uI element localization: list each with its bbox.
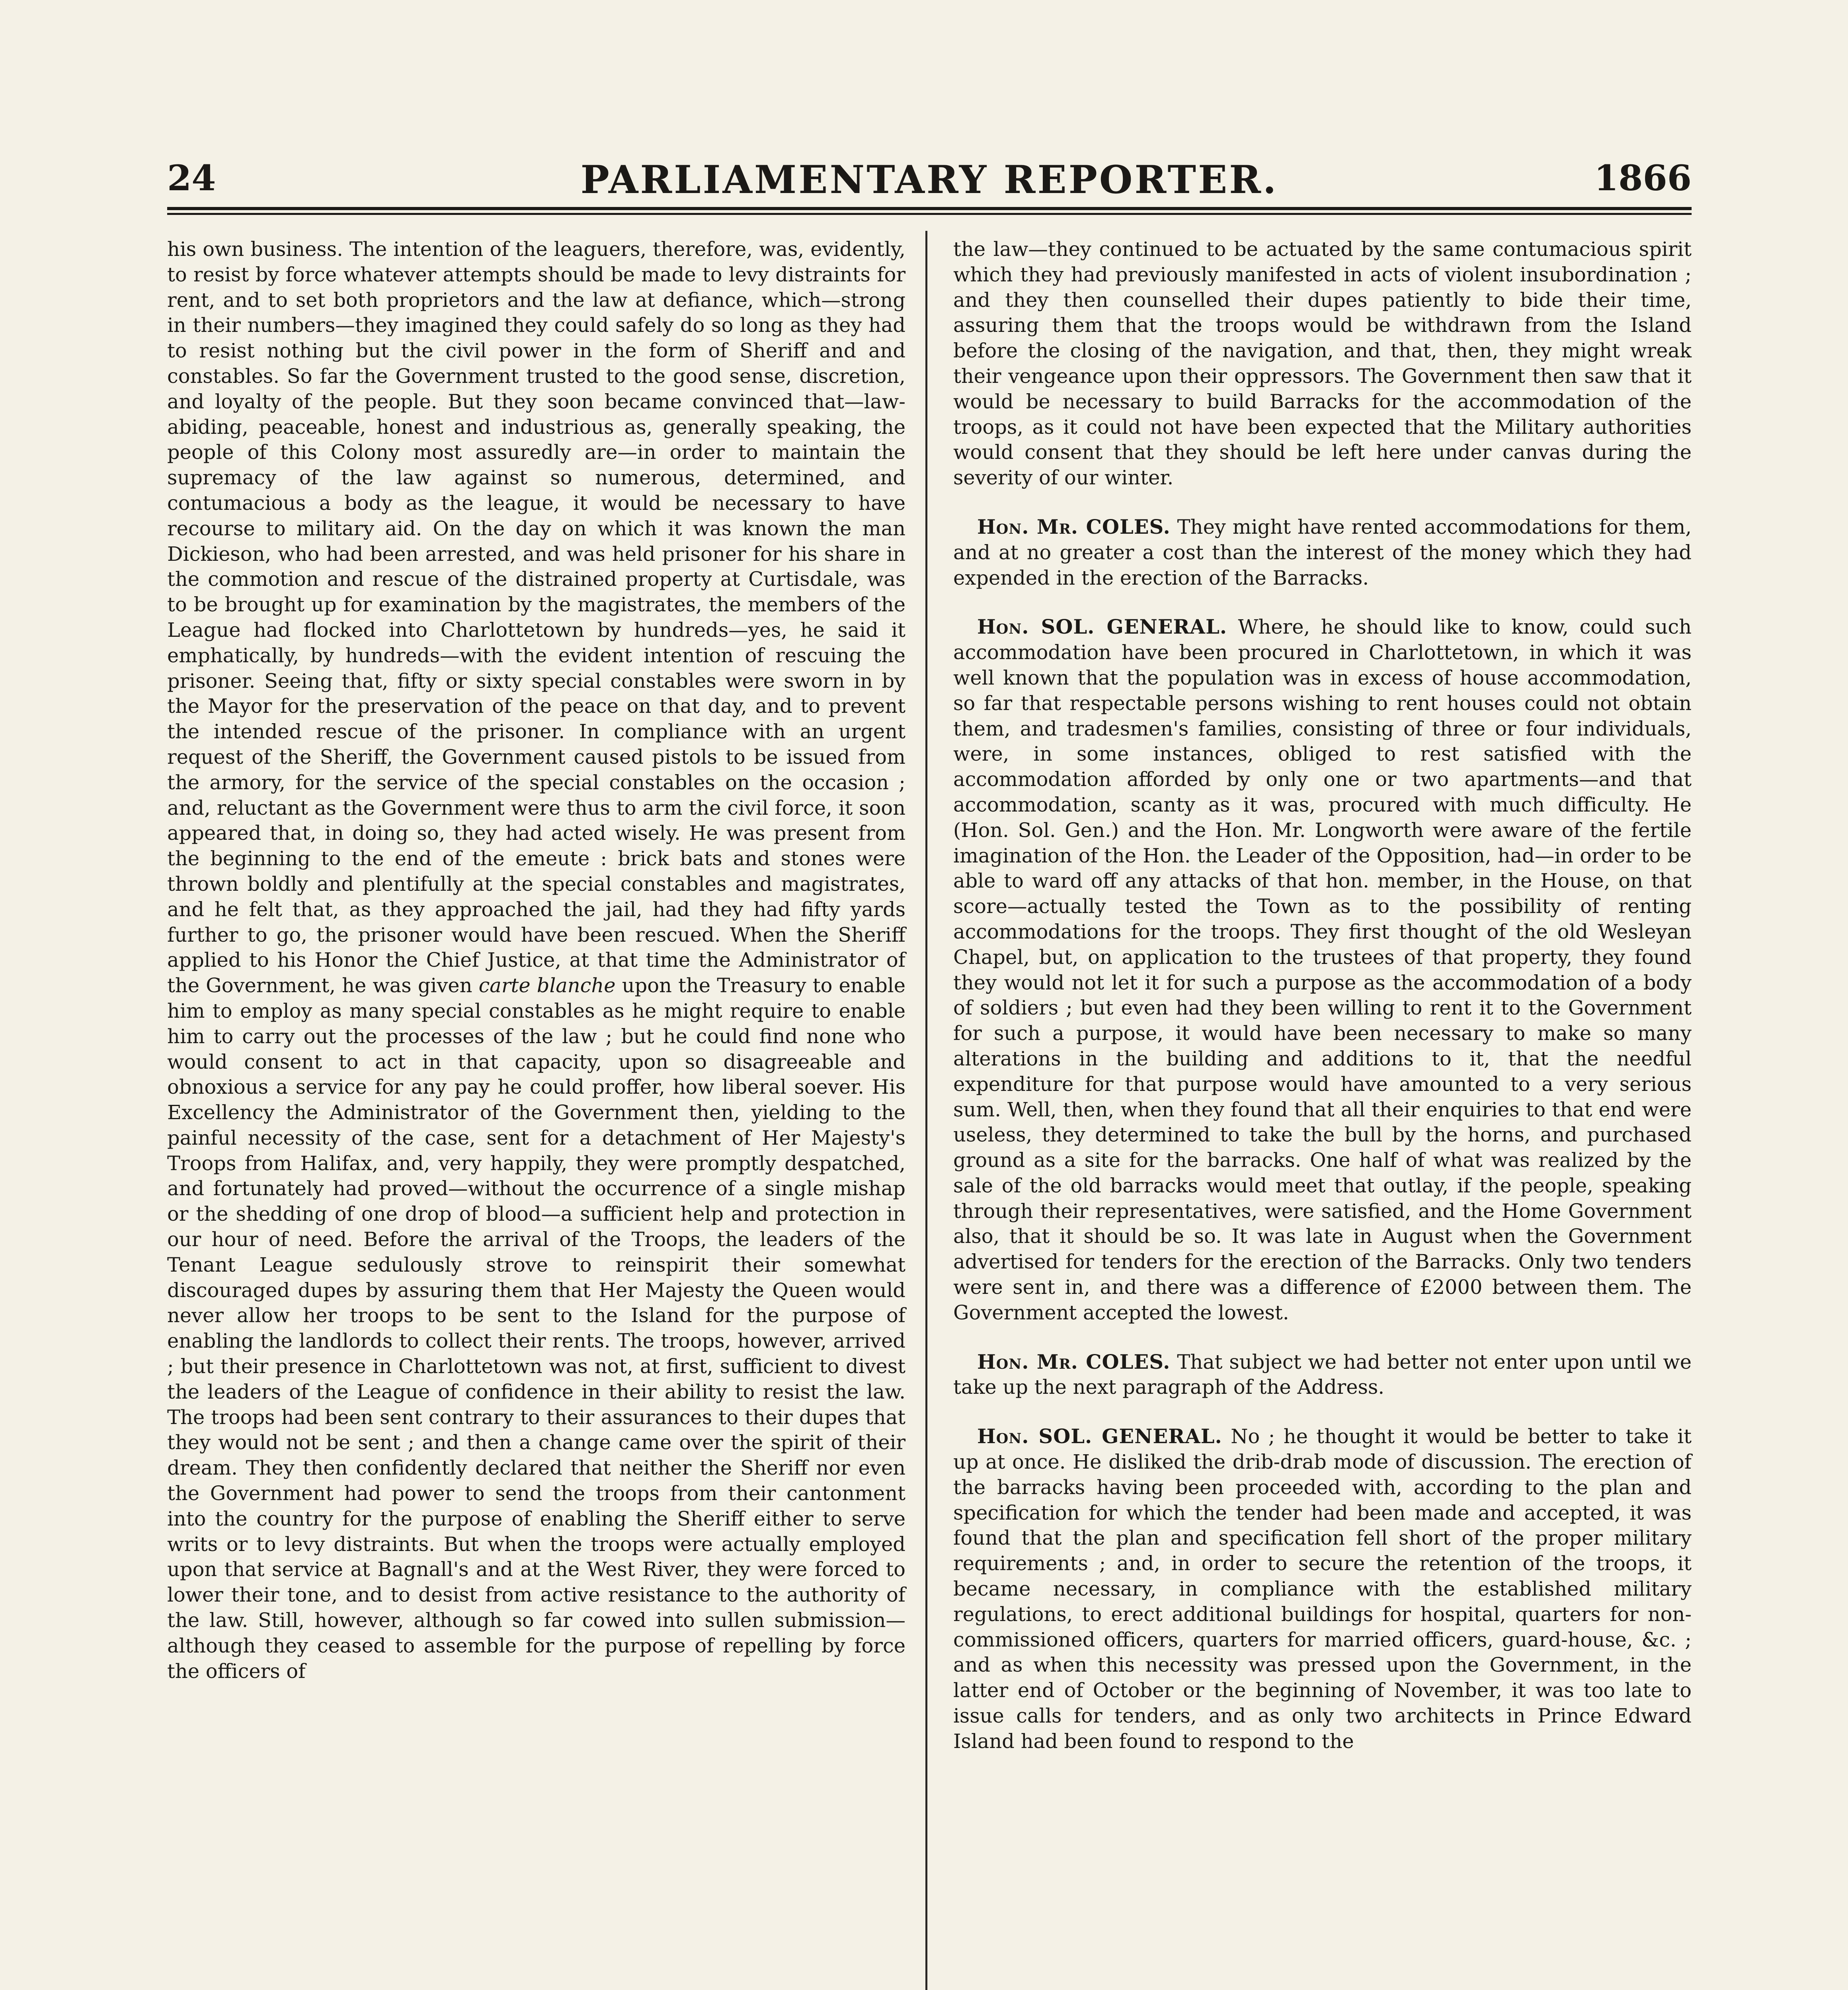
publication-year: 1866	[1594, 157, 1692, 199]
speaker-name: Hon. SOL. GENERAL.	[977, 1425, 1222, 1448]
speaker-name: Hon. Mr. COLES.	[977, 515, 1171, 538]
publication-title: PARLIAMENTARY REPORTER.	[580, 157, 1278, 202]
column-divider	[925, 231, 927, 1990]
speaker-name: Hon. Mr. COLES.	[977, 1350, 1171, 1373]
speech-text: They might have rented accommodations for them, and at no greater a cost than the interest of the money which they had expended in the erection of the Barracks.	[953, 515, 1692, 589]
left-paragraph-text-b: upon the Treasury to enable him to employ as many special constables as he might require to enable him to carry out the processes of the law ; but he could find none who would consent to act in that capacity, upon so disagreeable and obnoxious a service for any pay he could proffer, how liberal soever. His Excellency the Administrator of the Government then, yielding to the painful necessity of the case, sent for a detachment of Her Majesty's Troops from Halifax, and, very happily, they were promptly despatched, and fortunately had proved—without the occurrence of a single mishap or the shedding of one drop of blood—a sufficient help and protection in our hour of need. Before the arrival of the Troops, the leaders of the Tenant League sedulously strove to reinspirit their somewhat discouraged dupes by assuring them that Her Majesty the Queen would never allow her troops to be sent to the Island for the purpose of enabling the landlords to collect their rents. The troops, however, arrived ; but their presence in Charlottetown was not, at first, sufficient to divest the leaders of the League of confidence in their ability to resist the law. The troops had been sent contrary to their assurances to their dupes that they would not be sent ; and then a change came over the spirit of their dream. They then confidently declared that neither the Sheriff nor even the Government had power to send the troops from their cantonment into the country for the purpose of enabling the Sheriff either to serve writs or to levy distraints. But when the troops were actually employed upon that service at Bagnall's and at the West River, they were forced to lower their tone, and to desist from active resistance to the authority of the law. Still, however, although so far cowed into sullen submission—although they ceased to assemble for the purpose of repelling by force the officers of	[167, 974, 905, 1683]
right-column	[953, 237, 1692, 1754]
right-paragraph-continuation: the law—they continued to be actuated by the same contumacious spirit which they had previously manifested in acts of violent insubordination ; and they then counselled their dupes patiently to bide their time, assuring them that the troops would be withdrawn from the Island before the closing of the navigation, and that, then, they might wreak their vengeance upon their oppressors. The Government then saw that it would be necessary to build Barracks for the accommodation of the troops, as it could not have been expected that the Military authorities would consent that they should be left here under canvas during the severity of our winter.	[953, 238, 1692, 490]
left-column	[167, 237, 905, 1684]
left-paragraph	[167, 237, 905, 1684]
speech-coles-2	[953, 1350, 1692, 1401]
page-number: 24	[167, 157, 216, 199]
speaker-name: Hon. SOL. GENERAL.	[977, 615, 1227, 639]
header-rule	[167, 207, 1692, 215]
speech-text: Where, he should like to know, could such accommodation have been procured in Charlottetown, in which it was well known that the population was in excess of house accommodation, so far that respectable persons wishing to rent houses could not obtain them, and tradesmen's families, consisting of three or four individuals, were, in some instances, obliged to rest satisfied with the accommodation afforded by only one or two apartments—and that accommodation, scanty as it was, procured with much difficulty. He (Hon. Sol. Gen.) and the Hon. Mr. Longworth were aware of the fertile imagination of the Hon. the Leader of the Opposition, had—in order to be able to ward off any attacks of that hon. member, in the House, on that score—actually tested the Town as to the possibility of renting accommodations for the troops. They first thought of the old Wesleyan Chapel, but, on application to the trustees of that property, they found they would not let it for such a purpose as the accommodation of a body of soldiers ; but even had they been willing to rent it to the Government for such a purpose, it would have been necessary to make so many alterations in the building and additions to it, that the needful expenditure for that purpose would have amounted to a very serious sum. Well, then, when they found that all their enquiries to that end were useless, they determined to take the bull by the horns, and purchased ground as a site for the barracks. One half of what was realized by the sale of the old barracks would meet that outlay, if the people, speaking through their representatives, were satisfied, and the Home Government also, that it should be so. It was late in August when the Government advertised for tenders for the erection of the Barracks. Only two tenders were sent in, and there was a difference of £2000 between them. The Government accepted the lowest.	[953, 615, 1692, 1324]
left-paragraph-emphasis: carte blanche	[478, 974, 616, 997]
speech-text: No ; he thought it would be better to take it up at once. He disliked the drib-drab mode of discussion. The erection of the barracks having been proceeded with, according to the plan and specification for which the tender had been made and accepted, it was found that the plan and specification fell short of the proper military requirements ; and, in order to secure the retention of the troops, it became necessary, in compliance with the established military regulations, to erect additional buildings for hospital, quarters for non-commissioned officers, quarters for married officers, guard-house, &c. ; and as when this necessity was pressed upon the Government, in the latter end of October or the beginning of November, it was too late to issue calls for tenders, and as only two architects in Prince Edward Island had been found to respond to the	[953, 1425, 1692, 1753]
speech-coles-1	[953, 515, 1692, 591]
speech-text: That subject we had better not enter upon until we take up the next paragraph of the Address.	[953, 1350, 1692, 1399]
page-header	[167, 157, 1692, 209]
left-paragraph-text-a: his own business. The intention of the leaguers, therefore, was, evidently, to resist by force whatever attempts should be made to levy distraints for rent, and to set both proprietors and the law at defiance, which—strong in their numbers—they imagined they could safely do so long as they had to resist nothing but the civil power in the form of Sheriff and and constables. So far the Government trusted to the good sense, discretion, and loyalty of the people. But they soon became convinced that—law-abiding, peaceable, honest and industrious as, generally speaking, the people of this Colony most assuredly are—in order to maintain the supremacy of the law against so numerous, determined, and contumacious a body as the league, it would be necessary to have recourse to military aid. On the day on which it was known the man Dickieson, who had been arrested, and was held prisoner for his share in the commotion and rescue of the distrained property at Curtisdale, was to be brought up for examination by the magistrates, the members of the League had flocked into Charlottetown by hundreds—yes, he said it emphatically, by hundreds—with the evident intention of rescuing the prisoner. Seeing that, fifty or sixty special constables were sworn in by the Mayor for the preservation of the peace on that day, and to prevent the intended rescue of the prisoner. In compliance with an urgent request of the Sheriff, the Government caused pistols to be issued from the armory, for the service of the special constables on the occasion ; and, reluctant as the Government were thus to arm the civil force, it soon appeared that, in doing so, they had acted wisely. He was present from the beginning to the end of the emeute : brick bats and stones were thrown boldly and plentifully at the special constables and magistrates, and he felt that, as they approached the jail, had they had fifty yards further to go, the prisoner would have been rescued. When the Sheriff applied to his Honor the Chief Justice, at that time the Administrator of the Government, he was given	[167, 238, 905, 997]
speech-sol-general-1	[953, 615, 1692, 1325]
speech-sol-general-2	[953, 1424, 1692, 1754]
